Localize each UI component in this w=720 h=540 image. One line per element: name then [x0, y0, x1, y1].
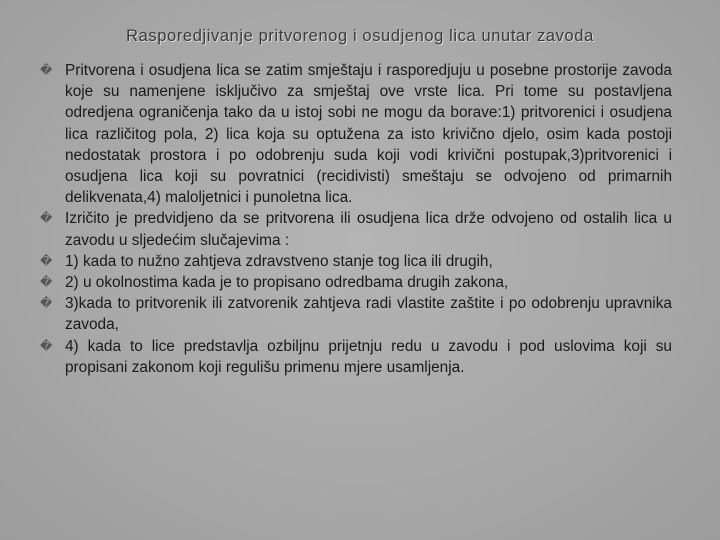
- bullet-item: [40, 60, 672, 208]
- bullet-list: [40, 60, 672, 378]
- bullet-text: 4) kada to lice predstavlja ozbiljnu prijetnju redu u zavodu i pod uslovima koji su propisani zakonom koji regulišu primenu mjere usamljenja.: [65, 337, 672, 376]
- bullet-item: [40, 251, 672, 272]
- bullet-text: Izričito je predvidjeno da se pritvorena ili osudjena lica drže odvojeno od ostalih lica u zavodu u sljedećim slučajevima :: [65, 210, 672, 249]
- bullet-marker-icon: �: [40, 275, 53, 290]
- bullet-text: Pritvorena i osudjena lica se zatim smještaju i rasporedjuju u posebne prostorije zavoda koje su namenjene isključivo za smještaj ove vrste lica. Pri tome su postavljena odredjena ograničenja tako da u istoj sobi ne mogu da borave:1) pritvorenici i osudjena lica različitog pola, 2) lica koja su optužena za isto krivično djelo, osim kada postoji nedostatak prostora i po odobrenju suda koji vodi krivični postupak,3)pritvorenici i osudjena lica koji su povratnici (recidivisti) smeštaju se odvojeno od primarnih delikvenata,4) maloljetnici i punoletna lica.: [65, 62, 672, 207]
- bullet-marker-icon: �: [40, 296, 53, 311]
- bullet-item: [40, 293, 672, 335]
- bullet-item: [40, 208, 672, 250]
- bullet-marker-icon: �: [40, 338, 53, 353]
- bullet-item: [40, 336, 672, 378]
- slide-title: Rasporedjivanje pritvorenog i osudjenog lica unutar zavoda: [126, 27, 594, 45]
- bullet-marker-icon: �: [40, 63, 53, 77]
- bullet-text: 2) u okolnostima kada je to propisano odredbama drugih zakona,: [65, 274, 509, 292]
- bullet-item: [40, 272, 672, 293]
- bullet-text: 1) kada to nužno zahtjeva zdravstveno stanje tog lica ili drugih,: [65, 252, 493, 270]
- bullet-marker-icon: �: [40, 253, 53, 268]
- bullet-text: 3)kada to pritvorenik ili zatvorenik zahtjeva radi vlastite zaštite i po odobrenju upravnika zavoda,: [65, 295, 672, 334]
- bullet-marker-icon: �: [40, 211, 53, 226]
